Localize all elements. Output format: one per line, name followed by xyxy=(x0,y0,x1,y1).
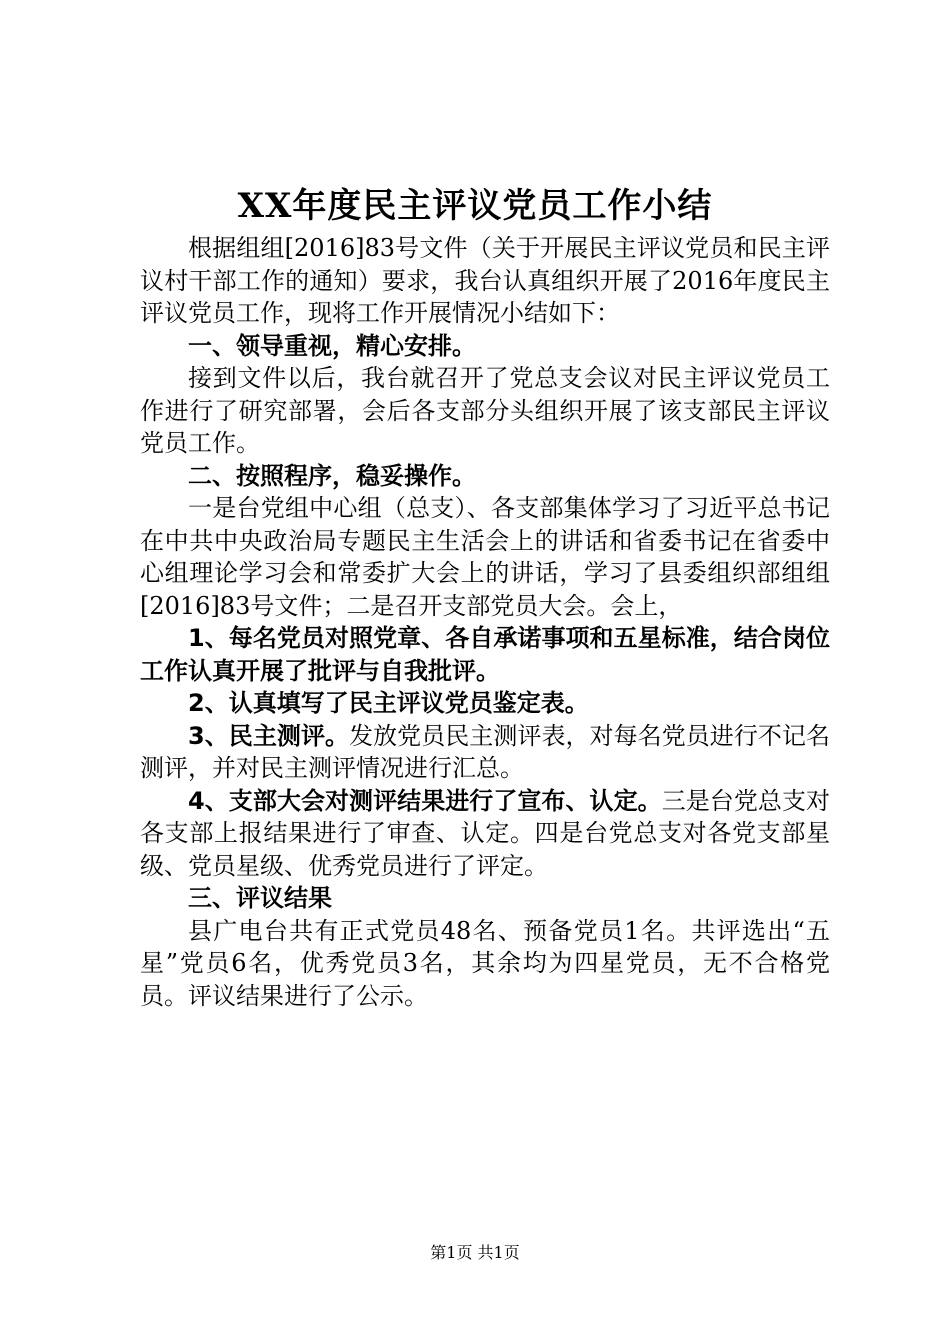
intro-paragraph: 根据组组[2016]83号文件（关于开展民主评议党员和民主评议村干部工作的通知）要求，我台认真组织开展了2016年度民主评议党员工作，现将工作开展情况小结如下： xyxy=(140,234,830,327)
document-body xyxy=(140,232,830,1012)
list-item-3-text: 发放党员民主测评表，对每名党员进行不记名测评，并对民主测评情况进行汇总。 xyxy=(140,721,831,782)
list-item-1: 1、每名党员对照党章、各自承诺事项和五星标准，结合岗位工作认真开展了批评与自我批评。 xyxy=(140,624,830,685)
section2-paragraph: 一是台党组中心组（总支）、各支部集体学习了习近平总书记在中共中央政治局专题民主生活会上的讲话和省委书记在省委中心组理论学习会和常委扩大会上的讲话，学习了县委组织部组组[2016]83号文件；二是召开支部党员大会。会上， xyxy=(140,494,830,620)
section3-heading: 三、评议结果 xyxy=(188,884,332,912)
page-footer: 第1页 共1页 xyxy=(430,1243,520,1262)
list-item-4-text: 三是台党总支对各支部上报结果进行了审查、认定。四是台党总支对各党支部星级、党员星级、优秀党员进行了评定。 xyxy=(140,786,831,880)
section1-paragraph: 接到文件以后，我台就召开了党总支会议对民主评议党员工作进行了研究部署，会后各支部分头组织开展了该支部民主评议党员工作。 xyxy=(140,364,830,457)
list-item-3 xyxy=(140,720,830,785)
document-title: XX年度民主评议党员工作小结 xyxy=(237,186,713,226)
list-item-3-lead: 3、民主测评。 xyxy=(188,721,350,750)
section1-heading: 一、领导重视，精心安排。 xyxy=(188,331,476,360)
section2-heading: 二、按照程序，稳妥操作。 xyxy=(188,461,476,490)
list-item-4 xyxy=(140,785,830,883)
section3-paragraph: 县广电台共有正式党员48名、预备党员1名。共评选出“五星”党员6名，优秀党员3名，其余均为四星党员，无不合格党员。评议结果进行了公示。 xyxy=(140,916,830,1010)
list-item-2: 2、认真填写了民主评议党员鉴定表。 xyxy=(188,689,589,717)
list-item-4-lead: 4、支部大会对测评结果进行了宣布、认定。 xyxy=(188,786,662,815)
